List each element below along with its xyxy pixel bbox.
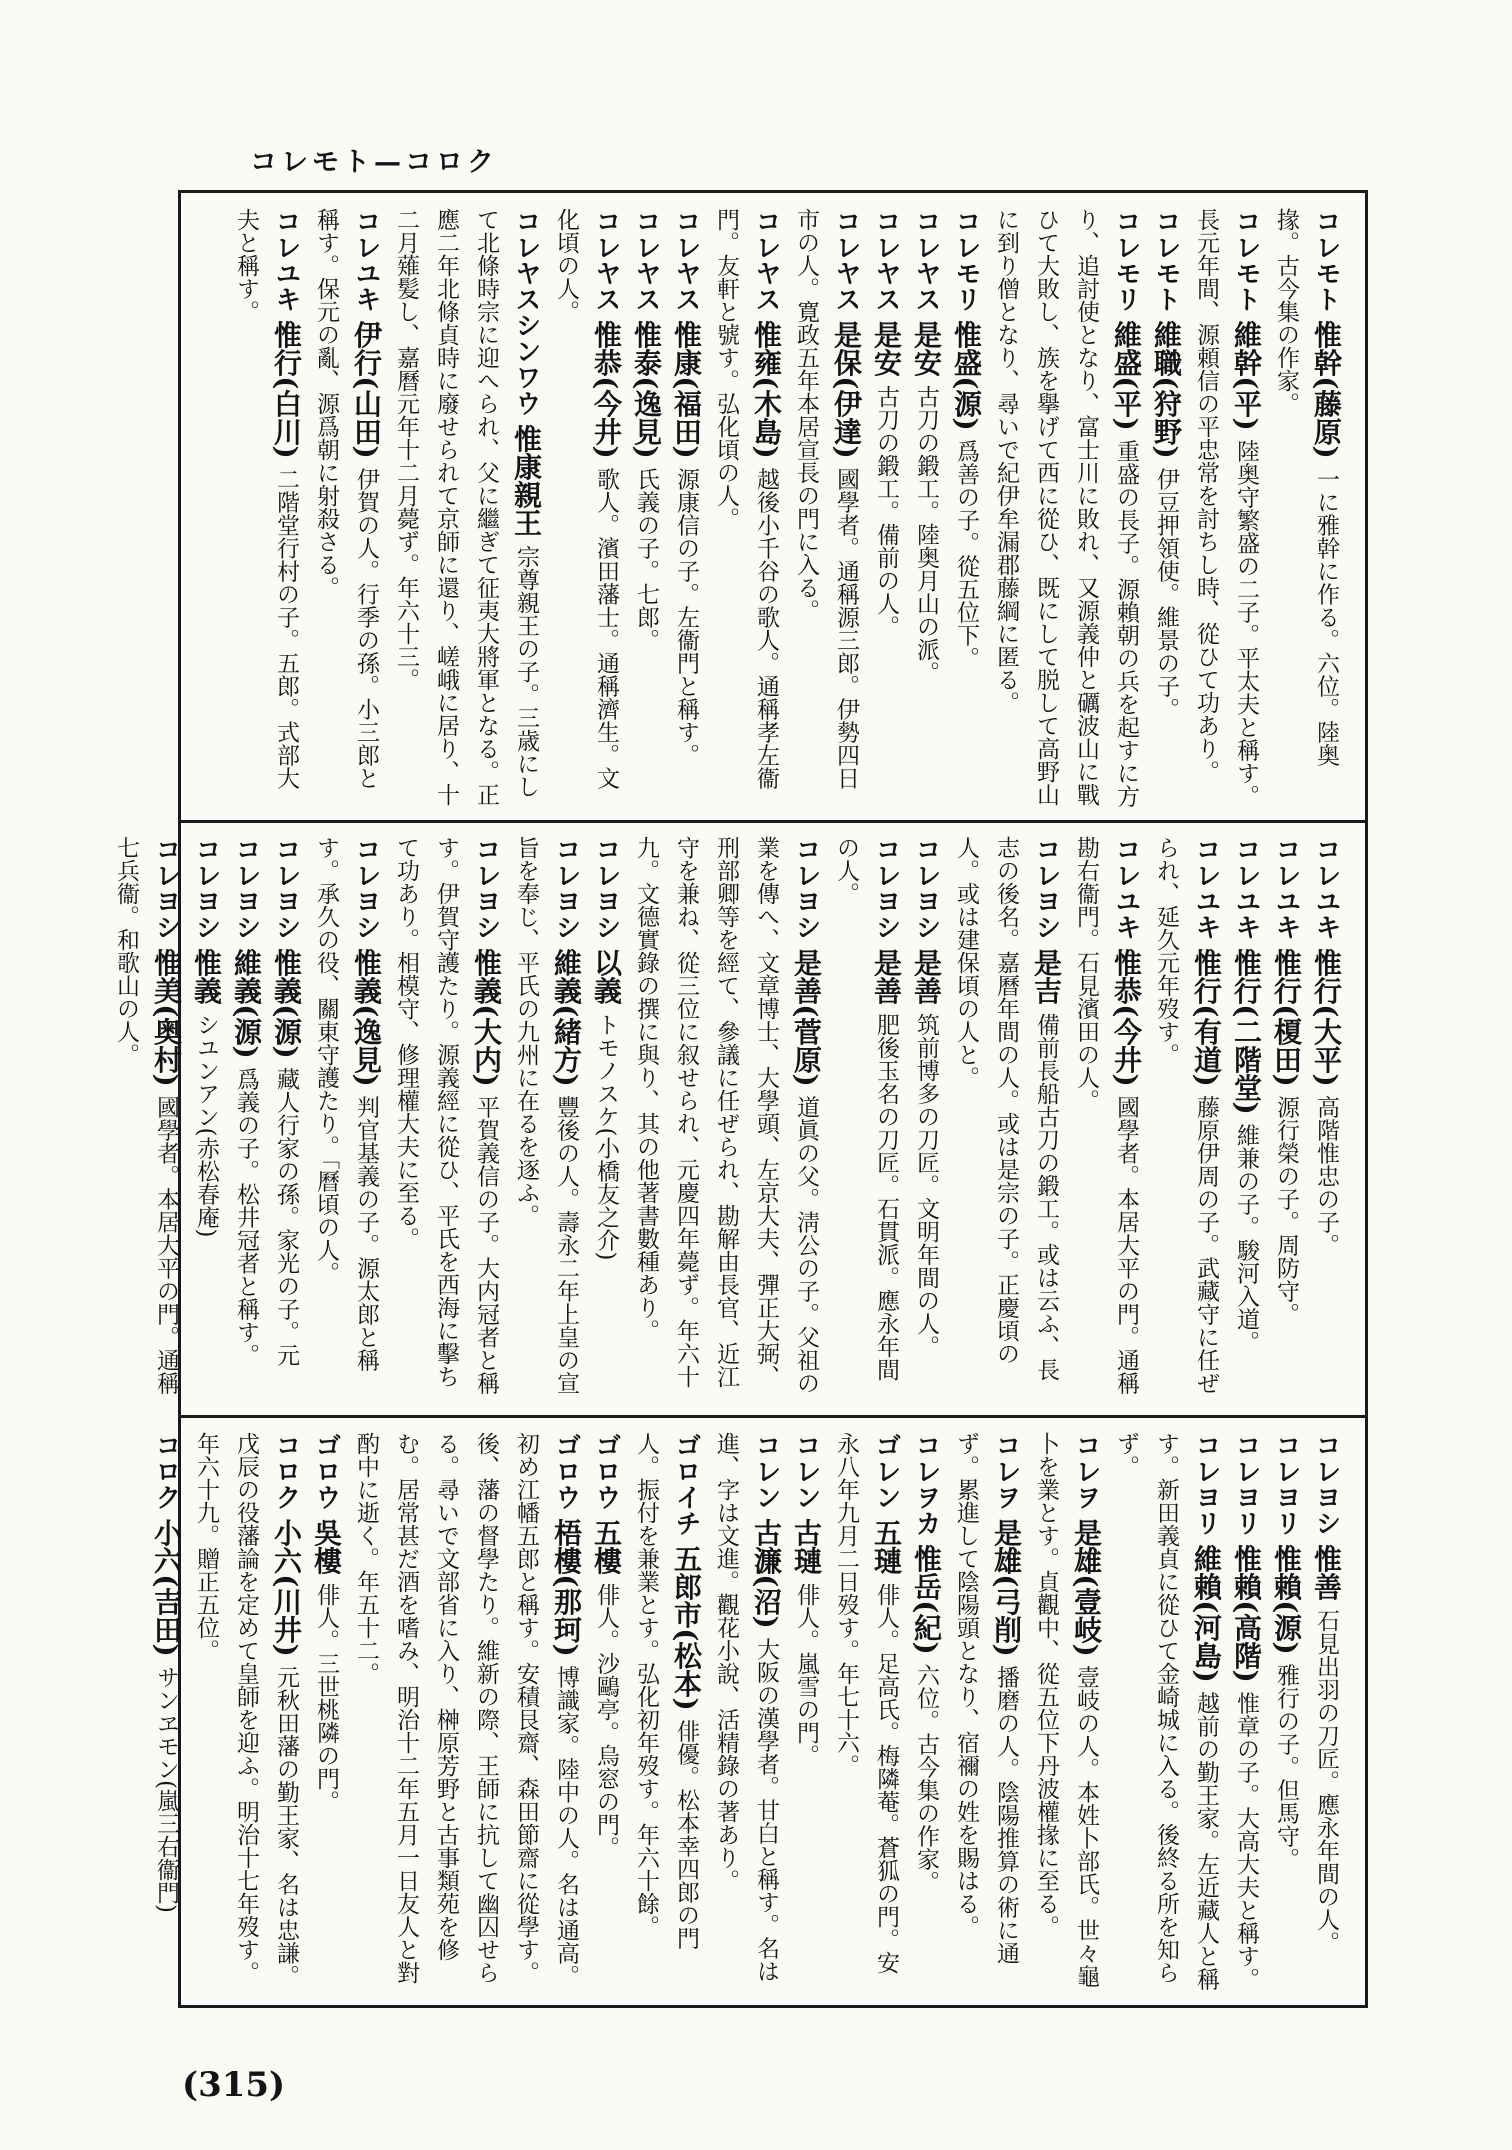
entry-name: 是善 bbox=[910, 948, 943, 1005]
entry-headword: コレヤス bbox=[831, 208, 861, 312]
entry-description: 一に雅幹に作る。六位。陸奥掾。古今集の作家。 bbox=[1273, 208, 1339, 767]
entry-headword: ゴロウ bbox=[591, 1432, 621, 1510]
dictionary-entry bbox=[826, 1432, 906, 1992]
tier-bottom bbox=[150, 1432, 1346, 1992]
entry-description: 元秋田藩の勤王家、名は忠謙。戊辰の役藩論を定めて皇師を迎ふ。明治十七年歿す。年六十九。贈正五位。 bbox=[193, 1432, 299, 1988]
dictionary-entry bbox=[826, 836, 906, 1402]
entry-headword: コレヤス bbox=[751, 208, 781, 312]
entry-description: サンヱモン(嵐三右衞門) bbox=[153, 1665, 179, 1913]
entry-name: 惟行(二階堂) bbox=[1230, 948, 1263, 1115]
entry-description: 大阪の漢學者。甘白と稱す。名は進、字は文進。觀花小說、活精錄の著あり。 bbox=[713, 1432, 779, 1983]
dictionary-entry bbox=[186, 1432, 306, 1992]
entry-description: 俳人。沙鷗亭。烏窓の門。 bbox=[593, 1582, 619, 1859]
entry-name: 惟賴(源) bbox=[1270, 1544, 1303, 1655]
dictionary-entry bbox=[1146, 836, 1226, 1402]
entry-description: 國學者。通稱源三郎。伊勢四日市の人。寛政五年本居宣長の門に入る。 bbox=[793, 208, 859, 790]
entry-description: 肥後玉名の刀匠。石貫派。應永年間の人。 bbox=[833, 836, 899, 1381]
entry-headword: コレユキ bbox=[1231, 836, 1261, 940]
entry-name: 維義(源) bbox=[230, 948, 263, 1059]
entry-headword: コレユキ bbox=[1111, 836, 1141, 940]
entry-headword: コレヨリ bbox=[1191, 1432, 1221, 1536]
entry-name: 惟義(源) bbox=[270, 948, 303, 1059]
dictionary-entry bbox=[666, 208, 706, 808]
entry-headword: コレヨシ bbox=[871, 836, 901, 940]
dictionary-entry bbox=[226, 208, 306, 808]
dictionary-entry bbox=[306, 1432, 346, 1992]
tier-middle bbox=[113, 836, 1346, 1402]
entry-description: 高階惟忠の子。 bbox=[1313, 1095, 1339, 1257]
entry-name: 維賴(河島) bbox=[1190, 1544, 1223, 1683]
entry-description: 伊賀の人。行季の孫。小三郎と稱す。保元の亂、源爲朝に射殺さる。 bbox=[313, 208, 379, 790]
dictionary-entry bbox=[546, 208, 626, 808]
entry-headword: コレヨシ bbox=[1031, 836, 1061, 940]
entry-headword: コレヤス bbox=[591, 208, 621, 312]
entry-headword: コレユキ bbox=[271, 208, 301, 312]
entry-description: 博識家。陸中の人。名は通高。初め江幡五郎と稱す。安積艮齋、森田節齋に從學す。後、藩の督學たり。維新の際、王師に抗して幽囚せらる。尋いで文部省に入り、榊原芳野と古事類苑を修む。居常甚だ酒を嗜み、明治十二年五月一日友人と對酌中に逝く。年五十二。 bbox=[353, 1432, 579, 1988]
entry-description: 歌人。濱田藩士。通稱濟生。文化頃の人。 bbox=[553, 208, 619, 790]
entry-name: 是雄(壹岐) bbox=[1070, 1518, 1103, 1657]
entry-description: 二階堂行村の子。五郎。式部大夫と稱す。 bbox=[233, 208, 299, 790]
entry-name: 梧樓(那珂) bbox=[550, 1518, 583, 1657]
entry-description: 爲義の子。松井冠者と稱す。 bbox=[233, 1067, 259, 1367]
entry-description: 筑前博多の刀匠。文明年間の人。 bbox=[913, 1012, 939, 1358]
dictionary-entry bbox=[946, 208, 986, 808]
entry-name: 古濂(沼) bbox=[750, 1518, 783, 1629]
entry-headword: コレヤス bbox=[671, 208, 701, 312]
entry-name: 惟雍(木島) bbox=[750, 320, 783, 459]
dictionary-entry bbox=[586, 1432, 626, 1992]
entry-description: 宗尊親王の子。三歳にして北條時宗に迎へられ、父に繼ぎて征夷大將軍となる。正應二年北條貞時に廢せられて京師に還り、嵯峨に居り、十二月薙髪し、嘉曆元年十二月薨ず。年六十三。 bbox=[393, 208, 539, 806]
dictionary-entry bbox=[1106, 1432, 1226, 1992]
entry-name: 是善(菅原) bbox=[790, 948, 823, 1087]
entry-description: 雅行の子。但馬守。 bbox=[1273, 1663, 1299, 1871]
entry-headword: コロク bbox=[151, 1432, 181, 1510]
entry-headword: コレヤス bbox=[631, 208, 661, 312]
entry-description: 氏義の子。七郎。 bbox=[633, 467, 659, 652]
entry-description: 古刀の鍛工。陸奥月山の派。 bbox=[913, 384, 939, 684]
entry-name: 是善 bbox=[870, 948, 903, 1005]
dictionary-entry bbox=[346, 1432, 586, 1992]
running-header: コレモト—コロク bbox=[250, 147, 498, 178]
entry-name: 古璉 bbox=[790, 1518, 823, 1575]
entry-name: 惟康親王 bbox=[510, 424, 543, 537]
entry-description: 平賀義信の子。大内冠者と稱す。伊賀守護たり。源義經に從ひ、平氏を西海に擊ちて功あり。相模守、修理權大夫に至る。 bbox=[393, 836, 499, 1395]
entry-name: 五樓 bbox=[590, 1518, 623, 1575]
entry-description: 伊豆押領使。維景の子。 bbox=[1153, 467, 1179, 721]
dictionary-entry bbox=[146, 1432, 186, 1992]
entry-description: 越後小千谷の歌人。通稱孝左衞門。友軒と號す。弘化頃の人。 bbox=[713, 208, 779, 790]
dictionary-entry bbox=[306, 208, 386, 808]
entry-headword: コレユキ bbox=[1191, 836, 1221, 940]
entry-name: 是吉 bbox=[1030, 948, 1063, 1005]
entry-name: 惟行(大平) bbox=[1310, 948, 1343, 1087]
dictionary-entry bbox=[1266, 836, 1306, 1402]
entry-description: 古刀の鍛工。備前の人。 bbox=[873, 384, 899, 638]
entry-description: 判官基義の子。源太郎と稱す。承久の役、關東守護たり。「曆頃の人。 bbox=[313, 836, 379, 1372]
entry-name: 惟康(福田) bbox=[670, 320, 703, 459]
entry-headword: コレヨシ bbox=[151, 836, 181, 940]
entry-name: 惟義 bbox=[190, 948, 223, 1005]
entry-headword: ゴレン bbox=[871, 1432, 901, 1510]
dictionary-entry bbox=[866, 208, 906, 808]
entry-headword: コレヲカ bbox=[911, 1432, 941, 1536]
entry-headword: コレヤスシンワウ bbox=[511, 208, 541, 416]
entry-name: 以義 bbox=[590, 948, 623, 1005]
entry-headword: コレン bbox=[751, 1432, 781, 1510]
entry-name: 小六(川井) bbox=[270, 1518, 303, 1657]
tier-top bbox=[196, 208, 1346, 808]
entry-name: 惟恭(今井) bbox=[1110, 948, 1143, 1087]
dictionary-entry bbox=[906, 208, 946, 808]
entry-headword: コレヨシ bbox=[351, 836, 381, 940]
entry-description: 國學者。本居大平の門。通稱七兵衞。和歌山の人。 bbox=[113, 836, 179, 1395]
dictionary-entry bbox=[1226, 1432, 1266, 1992]
entry-name: 惟義(大内) bbox=[470, 948, 503, 1087]
entry-headword: ゴロウ bbox=[311, 1432, 341, 1510]
entry-description: 俳人。嵐雪の門。 bbox=[793, 1582, 819, 1767]
entry-name: 惟善 bbox=[1310, 1544, 1343, 1601]
dictionary-entry bbox=[706, 208, 786, 808]
dictionary-entry bbox=[1306, 1432, 1346, 1992]
entry-description: 道眞の父。淸公の子。父祖の業を傳へ、文章博士、大學頭、左京大夫、彈正大弼、刑部卿等を經て、參議に任ぜられ、勘解由長官、近江守を兼ね、從三位に叙せられ、元慶四年薨ず。年六十九。文德實錄の撰に與り、其の他著書數種あり。 bbox=[633, 836, 819, 1395]
dictionary-entry bbox=[1266, 1432, 1306, 1992]
entry-description: 國學者。本居大平の門。通稱勘右衞門。石見濱田の人。 bbox=[1073, 836, 1139, 1395]
entry-headword: コレユキ bbox=[1271, 836, 1301, 940]
entry-headword: コレヨシ bbox=[191, 836, 221, 940]
entry-description: 備前長船古刀の鍛工。或は云ふ、長志の後名。嘉曆年間の人。或は是宗の子。正慶頃の人。或は建保頃の人と。 bbox=[953, 836, 1059, 1381]
entry-description: 藏人行家の孫。家光の子。元 bbox=[273, 1067, 299, 1367]
dictionary-entry bbox=[906, 836, 946, 1402]
tier-divider-1 bbox=[178, 820, 1368, 823]
entry-headword: コレモト bbox=[1231, 208, 1261, 312]
dictionary-entry bbox=[1306, 836, 1346, 1402]
dictionary-entry bbox=[946, 1432, 1026, 1992]
entry-name: 惟泰(逸見) bbox=[630, 320, 663, 459]
entry-headword: ゴロイチ bbox=[671, 1432, 701, 1536]
entry-description: シユンアン(赤松春庵) bbox=[193, 1012, 219, 1238]
dictionary-entry bbox=[506, 836, 586, 1402]
entry-headword: コレヨシ bbox=[791, 836, 821, 940]
dictionary-entry bbox=[786, 1432, 826, 1992]
dictionary-entry bbox=[266, 836, 306, 1402]
entry-description: 源行榮の子。周防守。 bbox=[1273, 1095, 1299, 1326]
entry-description: 惟章の子。大高大夫と稱す。 bbox=[1233, 1691, 1259, 1991]
entry-name: 惟幹(藤原) bbox=[1310, 320, 1343, 459]
entry-headword: コレヨシ bbox=[471, 836, 501, 940]
dictionary-entry bbox=[1066, 836, 1146, 1402]
entry-headword: コレモト bbox=[1311, 208, 1341, 312]
entry-name: 維職(狩野) bbox=[1150, 320, 1183, 459]
entry-headword: コロク bbox=[271, 1432, 301, 1510]
dictionary-entry bbox=[1186, 208, 1266, 808]
entry-headword: コレヨシ bbox=[271, 836, 301, 940]
entry-name: 是雄(弓削) bbox=[990, 1518, 1023, 1657]
dictionary-entry bbox=[906, 1432, 946, 1992]
entry-headword: コレヨリ bbox=[1231, 1432, 1261, 1536]
dictionary-entry bbox=[986, 208, 1146, 808]
entry-name: 惟行(有道) bbox=[1190, 948, 1223, 1087]
entry-description: 爲善の子。從五位下。 bbox=[953, 439, 979, 670]
entry-headword: コレユキ bbox=[351, 208, 381, 312]
entry-description: 壹岐の人。本姓卜部氏。世々龜卜を業とす。貞觀中、從五位下丹波權掾に至る。 bbox=[1033, 1432, 1099, 1988]
entry-headword: コレヲ bbox=[1071, 1432, 1101, 1510]
dictionary-entry bbox=[186, 836, 226, 1402]
entry-description: トモノスケ(小橋友之介) bbox=[593, 1012, 619, 1261]
dictionary-entry bbox=[626, 1432, 706, 1992]
entry-headword: コレヤス bbox=[871, 208, 901, 312]
dictionary-entry bbox=[1226, 836, 1266, 1402]
dictionary-entry bbox=[626, 836, 826, 1402]
entry-name: 維幹(平) bbox=[1230, 320, 1263, 431]
entry-name: 惟義(逸見) bbox=[350, 948, 383, 1087]
entry-description: 豐後の人。壽永二年上皇の宣旨を奉じ、平氏の九州に在るを逐ふ。 bbox=[513, 836, 579, 1395]
dictionary-entry bbox=[946, 836, 1066, 1402]
entry-name: 伊行(山田) bbox=[350, 320, 383, 459]
entry-headword: コレモリ bbox=[951, 208, 981, 312]
dictionary-entry bbox=[626, 208, 666, 808]
dictionary-entry bbox=[306, 836, 386, 1402]
entry-headword: コレユキ bbox=[1311, 836, 1341, 940]
entry-name: 吳樓 bbox=[310, 1518, 343, 1575]
entry-headword: コレヨリ bbox=[1271, 1432, 1301, 1536]
dictionary-entry bbox=[786, 208, 866, 808]
entry-description: 六位。古今集の作家。 bbox=[913, 1663, 939, 1894]
entry-description: 陸奥守繁盛の二子。平太夫と稱す。長元年間、源頼信の平忠常を討ちし時、從ひて功あり。 bbox=[1193, 208, 1259, 808]
entry-headword: コレヤス bbox=[911, 208, 941, 312]
entry-name: 維盛(平) bbox=[1110, 320, 1143, 431]
tier-divider-2 bbox=[178, 1415, 1368, 1418]
entry-headword: コレヨシ bbox=[911, 836, 941, 940]
dictionary-entry bbox=[586, 836, 626, 1402]
entry-name: 惟盛(源) bbox=[950, 320, 983, 431]
entry-headword: ゴロウ bbox=[551, 1432, 581, 1510]
entry-headword: コレン bbox=[791, 1432, 821, 1510]
entry-name: 惟恭(今井) bbox=[590, 320, 623, 459]
entry-description: 播磨の人。陰陽推算の術に通ず。累進して陰陽頭となり、宿禰の姓を賜はる。 bbox=[953, 1432, 1019, 1965]
entry-headword: コレモリ bbox=[1111, 208, 1141, 312]
entry-headword: コレモト bbox=[1151, 208, 1181, 312]
entry-name: 是安 bbox=[870, 320, 903, 377]
dictionary-entry bbox=[1146, 208, 1186, 808]
dictionary-entry bbox=[1026, 1432, 1106, 1992]
entry-headword: コレヨシ bbox=[1311, 1432, 1341, 1536]
entry-name: 惟賴(高階) bbox=[1230, 1544, 1263, 1683]
dictionary-entry bbox=[106, 836, 186, 1402]
dictionary-entry bbox=[1266, 208, 1346, 808]
dictionary-entry bbox=[226, 836, 266, 1402]
entry-name: 五璉 bbox=[870, 1518, 903, 1575]
page-number: (315) bbox=[182, 2065, 286, 2105]
entry-name: 是保(伊達) bbox=[830, 320, 863, 459]
entry-name: 惟行(白川) bbox=[270, 320, 303, 459]
entry-description: 重盛の長子。源賴朝の兵を起すに方り、追討使となり、富士川に敗れ、又源義仲と礪波山に戰ひて大敗し、族を擧げて西に從ひ、既にして脱して高野山に到り僧となり、尋いで紀伊牟漏郡藤綱に匿る。 bbox=[993, 208, 1139, 808]
entry-name: 是安 bbox=[910, 320, 943, 377]
entry-description: 俳人。三世桃隣の門。 bbox=[313, 1582, 339, 1813]
entry-description: 石見出羽の刀匠。應永年間の人。 bbox=[1313, 1608, 1339, 1954]
entry-name: 惟行(榎田) bbox=[1270, 948, 1303, 1087]
entry-name: 惟岳(紀) bbox=[910, 1544, 943, 1655]
dictionary-entry bbox=[706, 1432, 786, 1992]
dictionary-entry bbox=[386, 208, 546, 808]
entry-name: 小六(吉田) bbox=[150, 1518, 183, 1657]
entry-description: 越前の勤王家。左近藏人と稱す。新田義貞に從ひて金崎城に入る。後終る所を知らず。 bbox=[1113, 1432, 1219, 1991]
entry-headword: コレヲ bbox=[991, 1432, 1021, 1510]
entry-name: 維義(緒方) bbox=[550, 948, 583, 1087]
dictionary-entry bbox=[386, 836, 506, 1402]
entry-description: 俳優。松本幸四郎の門人。振付を兼業とす。弘化初年歿す。年六十餘。 bbox=[633, 1432, 699, 1950]
entry-headword: コレヨシ bbox=[551, 836, 581, 940]
entry-headword: コレヨシ bbox=[591, 836, 621, 940]
entry-description: 源康信の子。左衞門と稱す。 bbox=[673, 467, 699, 767]
entry-name: 惟美(奥村) bbox=[150, 948, 183, 1087]
entry-description: 俳人。足高氏。梅隣菴。蒼狐の門。安永八年九月二日歿す。年七十六。 bbox=[833, 1432, 899, 1974]
entry-description: 藤原伊周の子。武藏守に任ぜられ、延久元年歿す。 bbox=[1153, 836, 1219, 1395]
entry-name: 五郎市(松本) bbox=[670, 1544, 703, 1711]
entry-description: 維兼の子。駿河入道。 bbox=[1233, 1123, 1259, 1354]
entry-headword: コレヨシ bbox=[231, 836, 261, 940]
